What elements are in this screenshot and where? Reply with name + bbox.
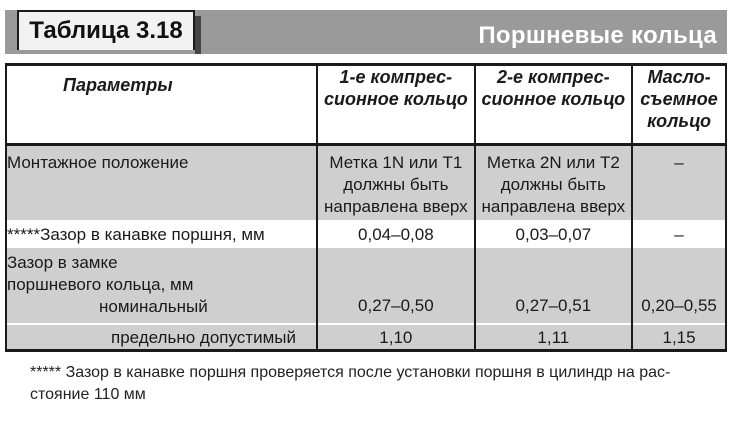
column-header-line: кольцо (647, 111, 712, 131)
cell-line: Метка 2N или T2 (486, 153, 620, 172)
table-row (6, 145, 726, 220)
table-cell: 0,20–0,55 (632, 248, 726, 324)
row-label-line: поршневого кольца, мм (7, 274, 194, 294)
table-header-row (6, 65, 726, 145)
cell-line: должны быть (343, 175, 449, 194)
table-cell: 0,04–0,08 (317, 220, 474, 248)
table-cell: 0,27–0,51 (475, 248, 632, 324)
row-label-nominal: номинальный (99, 296, 208, 316)
cell-line: направлена вверх (324, 197, 468, 216)
row-label-limit: предельно допустимый (6, 324, 317, 351)
table-cell (475, 145, 632, 220)
table-header-band (5, 10, 727, 54)
cell-line: должны быть (500, 175, 606, 194)
row-label-groove-clearance: *****Зазор в канавке поршня, мм (6, 220, 317, 248)
row-label-ring-gap (6, 248, 317, 324)
table-number-label: Таблица 3.18 (17, 10, 195, 50)
piston-rings-table (5, 63, 727, 352)
table-title: Поршневые кольца (478, 22, 717, 49)
table-cell: 0,27–0,50 (317, 248, 474, 324)
cell-line: Метка 1N или T1 (329, 153, 463, 172)
cell-line: направлена вверх (481, 197, 626, 216)
column-header-oil-ring (632, 65, 726, 145)
column-header-line: сионное кольцо (324, 89, 468, 109)
row-label-line: Зазор в замке (7, 252, 118, 272)
column-header-ring-1 (317, 65, 474, 145)
table-cell: 1,10 (317, 324, 474, 351)
column-header-line: съемное (640, 89, 718, 109)
table-cell: 0,03–0,07 (475, 220, 632, 248)
table-row (6, 324, 726, 351)
column-header-line: Масло- (647, 67, 711, 87)
table-cell: – (632, 145, 726, 220)
table-cell: – (632, 220, 726, 248)
table-cell (317, 145, 474, 220)
row-label-mount-position: Монтажное положение (6, 145, 317, 220)
table-row (6, 220, 726, 248)
column-header-ring-2 (475, 65, 632, 145)
table-cell: 1,15 (632, 324, 726, 351)
column-header-parameters: Параметры (6, 65, 317, 145)
column-header-line: 1-е компрес- (339, 67, 453, 87)
table-footnote: ***** Зазор в канавке поршня проверяется после установки поршня в цилиндр на рас-стояние 110 мм (30, 364, 671, 403)
table-cell: 1,11 (475, 324, 632, 351)
column-header-line: 2-е компрес- (496, 67, 610, 87)
column-header-line: сионное кольцо (481, 89, 626, 109)
table-row (6, 248, 726, 324)
